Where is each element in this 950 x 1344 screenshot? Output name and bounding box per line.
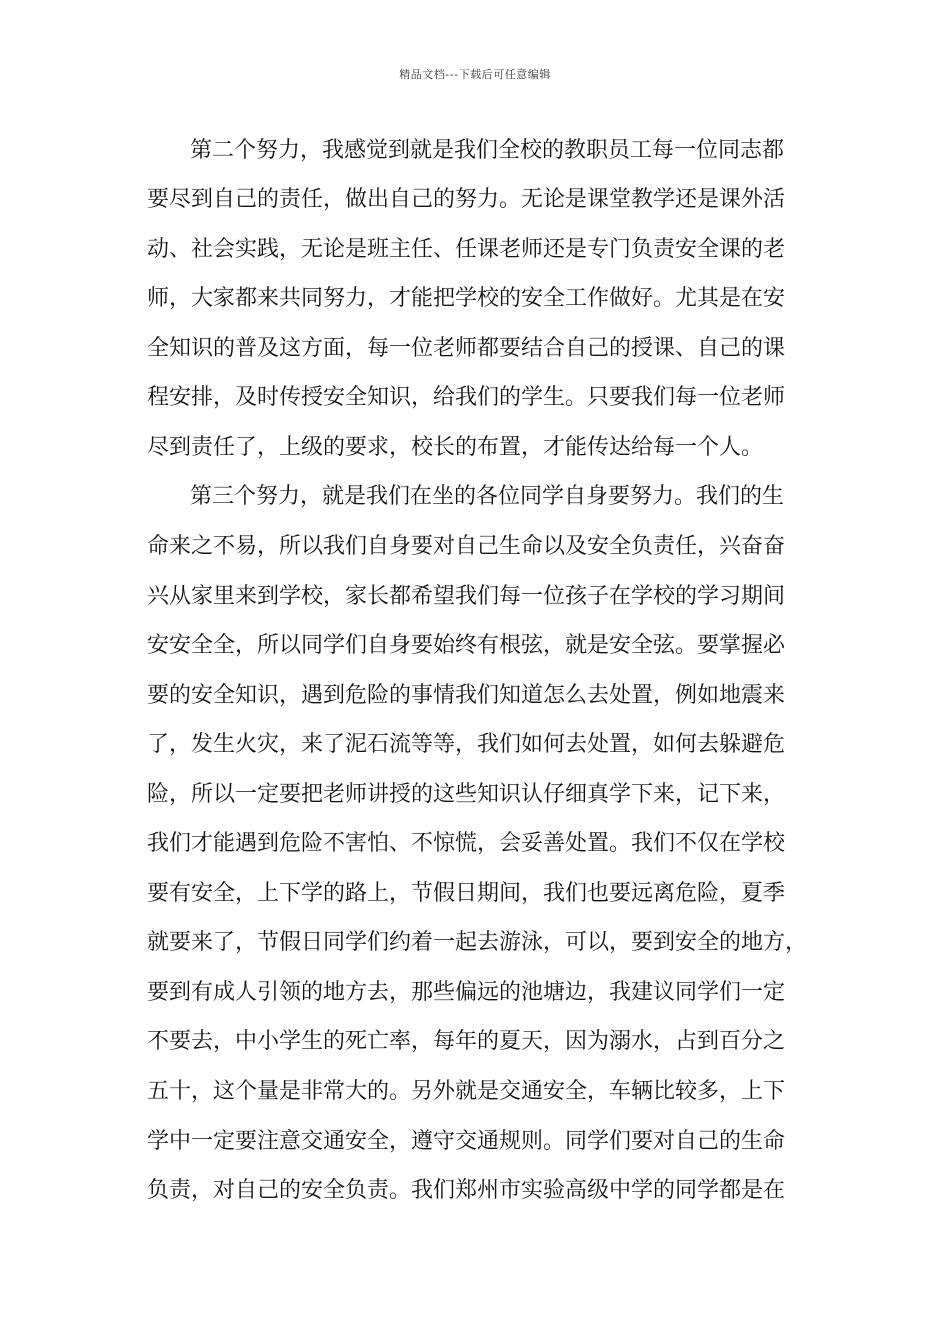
page-header: 精品文档---下载后可任意编辑 bbox=[399, 68, 551, 81]
paragraph-line: 兴从家里来到学校，家长都希望我们每一位孩子在学校的学习期间 bbox=[147, 584, 786, 609]
paragraph-line: 了，发生火灾，来了泥石流等等，我们如何去处置，如何去躲避危 bbox=[147, 732, 786, 757]
paragraph-line: 要到有成人引领的地方去，那些偏远的池塘边，我建议同学们一定 bbox=[147, 980, 786, 1005]
paragraph-line: 程安排，及时传授安全知识，给我们的学生。只要我们每一位老师 bbox=[147, 385, 786, 410]
paragraph-line: 师，大家都来共同努力，才能把学校的安全工作做好。尤其是在安 bbox=[147, 286, 786, 311]
paragraph-line: 第三个努力，就是我们在坐的各位同学自身要努力。我们的生 bbox=[190, 484, 785, 509]
paragraph-line: 要有安全，上下学的路上，节假日期间，我们也要远离危险，夏季 bbox=[147, 881, 786, 906]
paragraph-line: 就要来了，节假日同学们约着一起去游泳，可以，要到安全的地方， bbox=[147, 930, 808, 955]
paragraph-line: 不要去，中小学生的死亡率，每年的夏天，因为溺水，占到百分之 bbox=[147, 1029, 786, 1054]
paragraph-line: 动、社会实践，无论是班主任、任课老师还是专门负责安全课的老 bbox=[147, 237, 786, 262]
paragraph-line: 安安全全，所以同学们自身要始终有根弦，就是安全弦。要掌握必 bbox=[147, 633, 786, 658]
paragraph-line: 五十，这个量是非常大的。另外就是交通安全，车辆比较多，上下 bbox=[147, 1079, 786, 1104]
paragraph-line: 负责，对自己的安全负责。我们郑州市实验高级中学的同学都是在 bbox=[147, 1178, 786, 1203]
paragraph-line: 学中一定要注意交通安全，遵守交通规则。同学们要对自己的生命 bbox=[147, 1129, 786, 1154]
paragraph-line: 第二个努力，我感觉到就是我们全校的教职员工每一位同志都 bbox=[190, 138, 785, 163]
paragraph-line: 要的安全知识，遇到危险的事情我们知道怎么去处置，例如地震来 bbox=[147, 683, 786, 708]
paragraph-line: 全知识的普及这方面，每一位老师都要结合自己的授课、自己的课 bbox=[147, 336, 786, 361]
paragraph-line: 命来之不易，所以我们自身要对自己生命以及安全负责任，兴奋奋 bbox=[147, 534, 786, 559]
paragraph-line: 尽到责任了，上级的要求，校长的布置，才能传达给每一个人。 bbox=[147, 435, 764, 460]
paragraph-line: 要尽到自己的责任，做出自己的努力。无论是课堂教学还是课外活 bbox=[147, 187, 786, 212]
paragraph-line: 险，所以一定要把老师讲授的这些知识认仔细真学下来，记下来， bbox=[147, 782, 786, 807]
paragraph-line: 我们才能遇到危险不害怕、不惊慌，会妥善处置。我们不仅在学校 bbox=[147, 831, 786, 856]
